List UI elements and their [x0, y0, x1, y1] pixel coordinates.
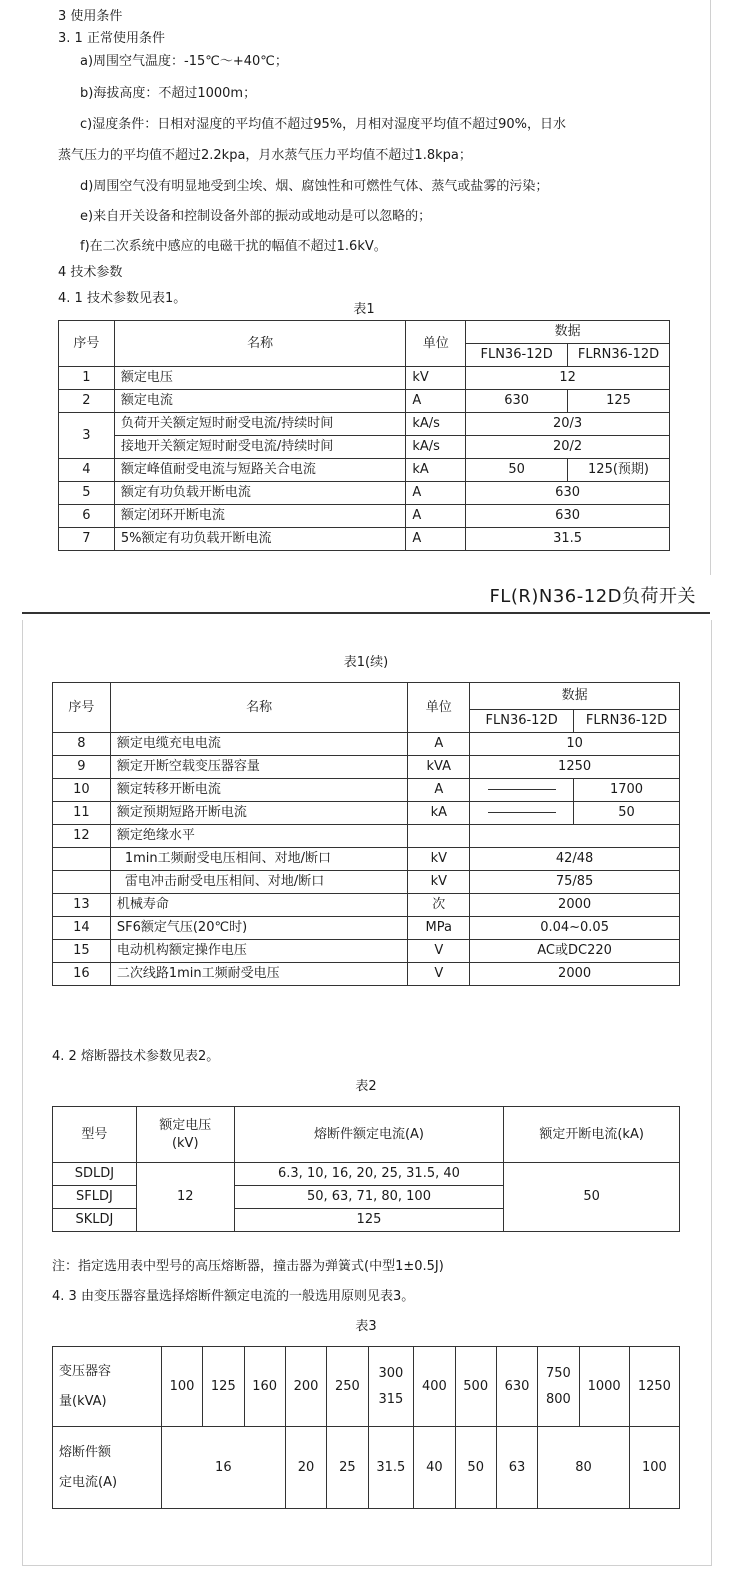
header-unit: 单位 [408, 683, 470, 733]
capacity-row [53, 1347, 680, 1427]
section4-2: 4. 2 熔断器技术参数见表2。 [52, 1049, 220, 1064]
condition-c: c)湿度条件：日相对湿度的平均值不超过95%，月相对湿度平均值不超过90%，日水 [80, 117, 567, 132]
cell-model: SKLDJ [53, 1209, 137, 1232]
cell-value-fln: 630 [466, 390, 568, 413]
header-rated-voltage [136, 1107, 234, 1163]
header-model-flrn: FLRN36-12D [568, 344, 670, 367]
capacity-value: 315 [378, 1391, 404, 1407]
cell-value: 31.5 [466, 528, 670, 551]
header-model-fln: FLN36-12D [470, 710, 574, 733]
cell-seq: 10 [53, 779, 111, 802]
cell-name: 额定闭环开断电流 [114, 505, 405, 528]
fuse-current-row [53, 1427, 680, 1509]
table-row [53, 940, 680, 963]
cell-unit: A [406, 528, 466, 551]
table-row [59, 390, 670, 413]
table-row [59, 482, 670, 505]
cell-unit: V [408, 940, 470, 963]
cell-value-fln: 50 [466, 459, 568, 482]
header-name: 名称 [114, 321, 405, 367]
header-model-fln: FLN36-12D [466, 344, 568, 367]
fuse-current-label-l1: 熔断件额 [59, 1444, 112, 1460]
cell-name: 负荷开关额定短时耐受电流/持续时间 [114, 413, 405, 436]
product-banner [22, 578, 710, 614]
cell-name: 额定预期短路开断电流 [110, 802, 408, 825]
capacity-cell: 400 [414, 1347, 455, 1427]
cell-value: 0.04~0.05 [470, 917, 680, 940]
cell-seq: 2 [59, 390, 115, 413]
section4-1: 4. 1 技术参数见表1。 [58, 291, 187, 306]
capacity-value: 800 [545, 1391, 571, 1407]
table-row [59, 459, 670, 482]
header-rated-voltage-l1: 额定电压 [159, 1117, 212, 1133]
fuse-current-cell: 31.5 [368, 1427, 414, 1509]
fuse-current-cell: 20 [285, 1427, 326, 1509]
cell-seq: 6 [59, 505, 115, 528]
cell-unit: MPa [408, 917, 470, 940]
condition-f: f)在二次系统中感应的电磁干扰的幅值不超过1.6kV。 [80, 239, 387, 254]
cell-name: 额定转移开断电流 [110, 779, 408, 802]
table-row [53, 963, 680, 986]
header-seq: 序号 [53, 683, 111, 733]
table-row [53, 825, 680, 848]
cell-model: SDLDJ [53, 1163, 137, 1186]
capacity-cell [538, 1347, 579, 1427]
condition-e: e)来自开关设备和控制设备外部的振动或地动是可以忽略的； [80, 209, 432, 224]
cell-not-applicable [470, 779, 574, 802]
cell-voltage: 12 [136, 1163, 234, 1232]
cell-seq: 14 [53, 917, 111, 940]
cell-value: 12 [466, 367, 670, 390]
table-row [59, 505, 670, 528]
capacity-value: 300 [378, 1365, 404, 1381]
cell-name: 额定峰值耐受电流与短路关合电流 [114, 459, 405, 482]
cell-seq: 7 [59, 528, 115, 551]
fuse-current-cell: 40 [414, 1427, 455, 1509]
cell-value: 1250 [470, 756, 680, 779]
table-row [59, 436, 670, 459]
fuse-current-cell: 50 [455, 1427, 496, 1509]
cell-unit: kVA [408, 756, 470, 779]
cell-unit: kV [408, 848, 470, 871]
cell-unit: V [408, 963, 470, 986]
fuse-current-label-l2: 定电流(A) [59, 1474, 118, 1490]
cell-name: 额定绝缘水平 [110, 825, 408, 848]
cell-unit: kV [406, 367, 466, 390]
cell-seq: 12 [53, 825, 111, 848]
section4-3: 4. 3 由变压器容量选择熔断件额定电流的一般选用原则见表3。 [52, 1289, 415, 1304]
capacity-cell: 125 [203, 1347, 244, 1427]
header-data: 数据 [470, 683, 680, 710]
cell-unit: A [406, 390, 466, 413]
cell-name: 接地开关额定短时耐受电流/持续时间 [114, 436, 405, 459]
table1 [58, 320, 670, 551]
cell-currents: 6.3, 10, 16, 20, 25, 31.5, 40 [234, 1163, 504, 1186]
dash-mark [488, 812, 556, 813]
table-row [59, 528, 670, 551]
cell-unit: 次 [408, 894, 470, 917]
cell-seq [53, 871, 111, 894]
capacity-cell: 100 [161, 1347, 202, 1427]
fuse-current-label [53, 1427, 162, 1509]
condition-d: d)周围空气没有明显地受到尘埃、烟、腐蚀性和可燃性气体、蒸气或盐雾的污染； [80, 179, 549, 194]
table3 [52, 1346, 680, 1509]
table2-caption: 表2 [355, 1079, 377, 1094]
cell-name: 机械寿命 [110, 894, 408, 917]
cell-seq: 3 [59, 413, 115, 459]
cell-value: 630 [466, 505, 670, 528]
cell-seq: 5 [59, 482, 115, 505]
table-row [59, 413, 670, 436]
table-row [53, 779, 680, 802]
header-fuse-current: 熔断件额定电流(A) [234, 1107, 504, 1163]
cell-unit: A [408, 733, 470, 756]
header-model: 型号 [53, 1107, 137, 1163]
fuse-current-cell: 63 [496, 1427, 537, 1509]
condition-b: b)海拔高度：不超过1000m； [80, 86, 257, 101]
capacity-cell: 250 [327, 1347, 368, 1427]
cell-value-flrn: 125(预期) [568, 459, 670, 482]
cell-value: AC或DC220 [470, 940, 680, 963]
capacity-value: 750 [545, 1365, 571, 1381]
header-unit: 单位 [406, 321, 466, 367]
cell-value [470, 825, 680, 848]
cell-unit: A [408, 779, 470, 802]
cell-value-flrn: 125 [568, 390, 670, 413]
table2 [52, 1106, 680, 1232]
section3-heading: 3 使用条件 [58, 9, 123, 24]
table2-note: 注：指定选用表中型号的高压熔断器，撞击器为弹簧式(中型1±0.5J) [52, 1259, 444, 1274]
cell-name: 5%额定有功负载开断电流 [114, 528, 405, 551]
cell-value: 20/3 [466, 413, 670, 436]
cell-value: 10 [470, 733, 680, 756]
cell-unit: kA [406, 459, 466, 482]
cell-unit: kA/s [406, 436, 466, 459]
cell-break-current: 50 [504, 1163, 680, 1232]
cell-value: 630 [466, 482, 670, 505]
capacity-label-l2: 量(kVA) [59, 1393, 107, 1409]
cell-seq: 13 [53, 894, 111, 917]
table-row [53, 848, 680, 871]
section4-heading: 4 技术参数 [58, 265, 123, 280]
table1-continued [52, 682, 680, 986]
cell-value: 2000 [470, 963, 680, 986]
header-data: 数据 [466, 321, 670, 344]
condition-a: a)周围空气温度：-15℃～+40℃； [80, 54, 288, 69]
capacity-cell: 500 [455, 1347, 496, 1427]
cell-value: 42/48 [470, 848, 680, 871]
table-row [53, 1163, 680, 1186]
header-seq: 序号 [59, 321, 115, 367]
header-name: 名称 [110, 683, 408, 733]
cell-seq: 8 [53, 733, 111, 756]
condition-c-cont: 蒸气压力的平均值不超过2.2kpa，月水蒸气压力平均值不超过1.8kpa； [58, 148, 472, 163]
table-row [53, 756, 680, 779]
capacity-label-l1: 变压器容 [59, 1363, 112, 1379]
cell-name: 二次线路1min工频耐受电压 [110, 963, 408, 986]
table-row [53, 802, 680, 825]
fuse-current-cell: 80 [538, 1427, 630, 1509]
cell-name: 电动机构额定操作电压 [110, 940, 408, 963]
table-row [53, 871, 680, 894]
cell-unit: A [406, 482, 466, 505]
capacity-label [53, 1347, 162, 1427]
header-rated-voltage-l2: (kV) [171, 1135, 199, 1151]
cell-seq: 1 [59, 367, 115, 390]
table-row [53, 894, 680, 917]
cell-value: 20/2 [466, 436, 670, 459]
cell-seq: 4 [59, 459, 115, 482]
capacity-cell: 1000 [579, 1347, 629, 1427]
cell-name: 1min工频耐受电压相间、对地/断口 [110, 848, 408, 871]
cell-name: 额定开断空载变压器容量 [110, 756, 408, 779]
cell-seq: 9 [53, 756, 111, 779]
cell-name: 额定电流 [114, 390, 405, 413]
table1b-caption: 表1(续) [343, 655, 389, 670]
cell-currents: 50, 63, 71, 80, 100 [234, 1186, 504, 1209]
cell-unit: kA [408, 802, 470, 825]
cell-seq: 11 [53, 802, 111, 825]
capacity-cell: 630 [496, 1347, 537, 1427]
table-row [59, 367, 670, 390]
cell-value: 2000 [470, 894, 680, 917]
capacity-cell: 160 [244, 1347, 285, 1427]
table-row [53, 917, 680, 940]
table1-caption: 表1 [353, 302, 375, 317]
capacity-cell [368, 1347, 414, 1427]
cell-not-applicable [470, 802, 574, 825]
capacity-cell: 200 [285, 1347, 326, 1427]
section3-subheading: 3. 1 正常使用条件 [58, 31, 165, 46]
product-title: FL(R)N36-12D负荷开关 [489, 586, 696, 607]
cell-currents: 125 [234, 1209, 504, 1232]
capacity-cell: 1250 [629, 1347, 679, 1427]
cell-name: 额定有功负载开断电流 [114, 482, 405, 505]
dash-mark [488, 789, 556, 790]
table3-caption: 表3 [355, 1319, 377, 1334]
fuse-current-cell: 100 [629, 1427, 679, 1509]
cell-seq: 15 [53, 940, 111, 963]
cell-name: 雷电冲击耐受电压相间、对地/断口 [110, 871, 408, 894]
cell-seq: 16 [53, 963, 111, 986]
cell-unit [408, 825, 470, 848]
cell-value: 75/85 [470, 871, 680, 894]
cell-name: 额定电压 [114, 367, 405, 390]
cell-value-flrn: 50 [574, 802, 680, 825]
fuse-current-cell: 25 [327, 1427, 368, 1509]
cell-name: 额定电缆充电电流 [110, 733, 408, 756]
cell-name: SF6额定气压(20℃时) [110, 917, 408, 940]
table-row [53, 733, 680, 756]
cell-unit: kA/s [406, 413, 466, 436]
cell-model: SFLDJ [53, 1186, 137, 1209]
header-break-current: 额定开断电流(kA) [504, 1107, 680, 1163]
header-model-flrn: FLRN36-12D [574, 710, 680, 733]
cell-unit: A [406, 505, 466, 528]
fuse-current-cell: 16 [161, 1427, 285, 1509]
cell-seq [53, 848, 111, 871]
cell-unit: kV [408, 871, 470, 894]
cell-value-flrn: 1700 [574, 779, 680, 802]
